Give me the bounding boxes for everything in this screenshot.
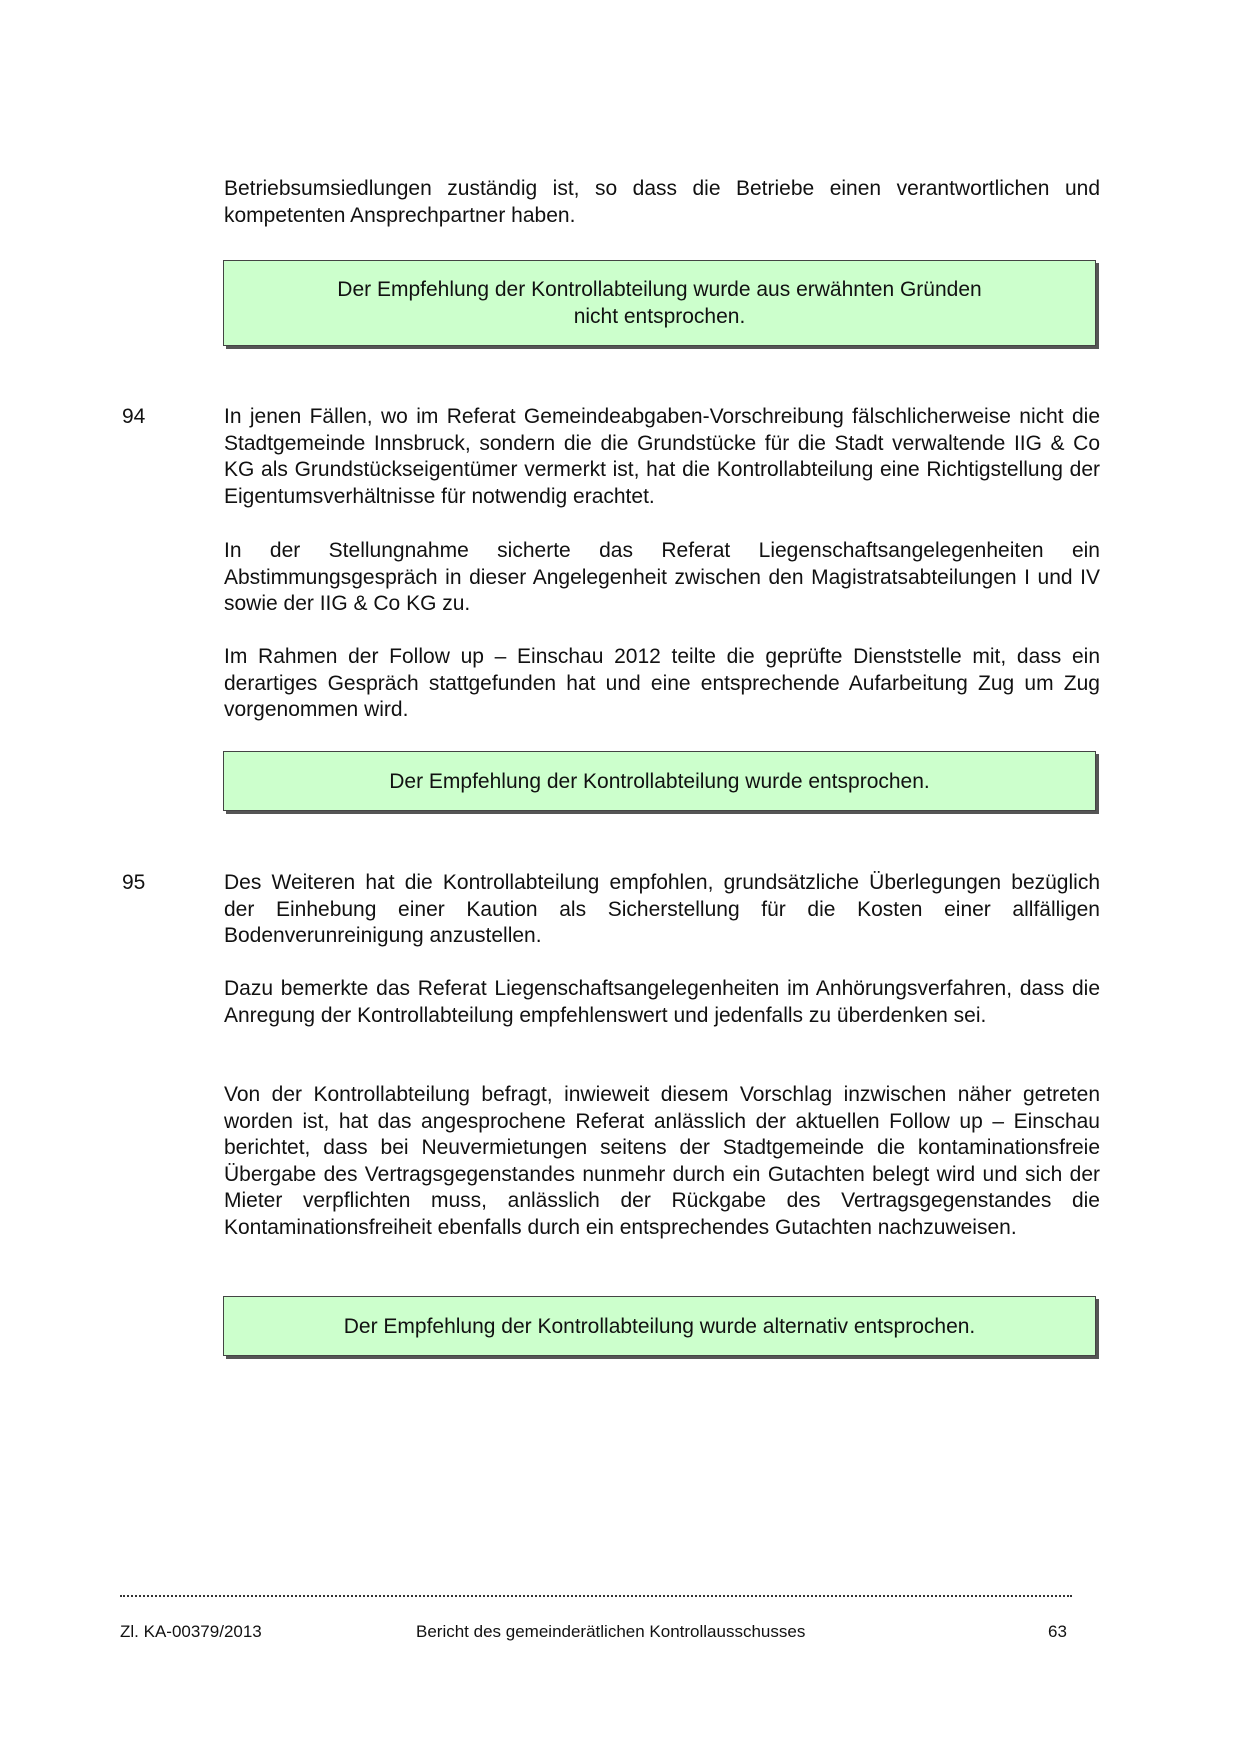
- result-box-1-line1: Der Empfehlung der Kontrollabteilung wurde aus erwähnten Gründen: [337, 278, 982, 301]
- footer-reference: Zl. KA-00379/2013: [120, 1622, 262, 1641]
- result-box-94: Der Empfehlung der Kontrollabteilung wurde entsprochen.: [223, 751, 1096, 811]
- result-box-1: [223, 260, 1096, 346]
- footer-title: Bericht des gemeinderätlichen Kontrollausschusses: [416, 1622, 806, 1641]
- page-number: 63: [1048, 1622, 1067, 1641]
- result-box-95: Der Empfehlung der Kontrollabteilung wurde alternativ entsprochen.: [223, 1296, 1096, 1356]
- item-95-paragraph-3: Von der Kontrollabteilung befragt, inwieweit diesem Vorschlag inzwischen näher getreten worden ist, hat das angesprochene Referat anlässlich der aktuellen Follow up – Einschau berichtet, dass bei Neuvermietungen seitens der Stadtgemeinde die kontaminationsfreie Übergabe des Vertragsgegenstandes nunmehr durch ein Gutachten belegt wird und sich der Mieter verpflichten muss, anlässlich der Rückgabe des Vertragsgegenstandes die Kontaminationsfreiheit ebenfalls durch ein entsprechendes Gutachten nachzuweisen.: [224, 1083, 1100, 1239]
- item-94-paragraph-3: Im Rahmen der Follow up – Einschau 2012 teilte die geprüfte Dienststelle mit, dass ein derartiges Gespräch stattgefunden hat und eine entsprechende Aufarbeitung Zug um Zug vorgenommen wird.: [224, 645, 1100, 721]
- item-95-paragraph-1: Des Weiteren hat die Kontrollabteilung empfohlen, grundsätzliche Überlegungen bezüglich der Einhebung einer Kaution als Sicherstellung für die Kosten einer allfälligen Bodenverunreinigung anzustellen.: [224, 871, 1100, 947]
- result-box-1-line2: nicht entsprochen.: [573, 305, 746, 328]
- intro-paragraph: Betriebsumsiedlungen zuständig ist, so dass die Betriebe einen verantwortlichen und kompetenten Ansprechpartner haben.: [224, 177, 1100, 227]
- item-94-number: 94: [122, 405, 146, 428]
- item-95-number: 95: [122, 871, 146, 894]
- footer-separator: [120, 1595, 1072, 1597]
- item-95-paragraph-2: Dazu bemerkte das Referat Liegenschaftsangelegenheiten im Anhörungsverfahren, dass die Anregung der Kontrollabteilung empfehlenswert und jedenfalls zu überdenken sei.: [224, 977, 1100, 1027]
- item-94-paragraph-2: In der Stellungnahme sicherte das Referat Liegenschaftsangelegenheiten ein Abstimmungsgespräch in dieser Angelegenheit zwischen den Magistratsabteilungen I und IV sowie der IIG & Co KG zu.: [224, 539, 1100, 615]
- item-94-paragraph-1: In jenen Fällen, wo im Referat Gemeindeabgaben-Vorschreibung fälschlicherweise nicht die Stadtgemeinde Innsbruck, sondern die die Grundstücke für die Stadt verwaltende IIG & Co KG als Grundstückseigentümer vermerkt ist, hat die Kontrollabteilung eine Richtigstellung der Eigentumsverhältnisse für notwendig erachtet.: [224, 405, 1100, 508]
